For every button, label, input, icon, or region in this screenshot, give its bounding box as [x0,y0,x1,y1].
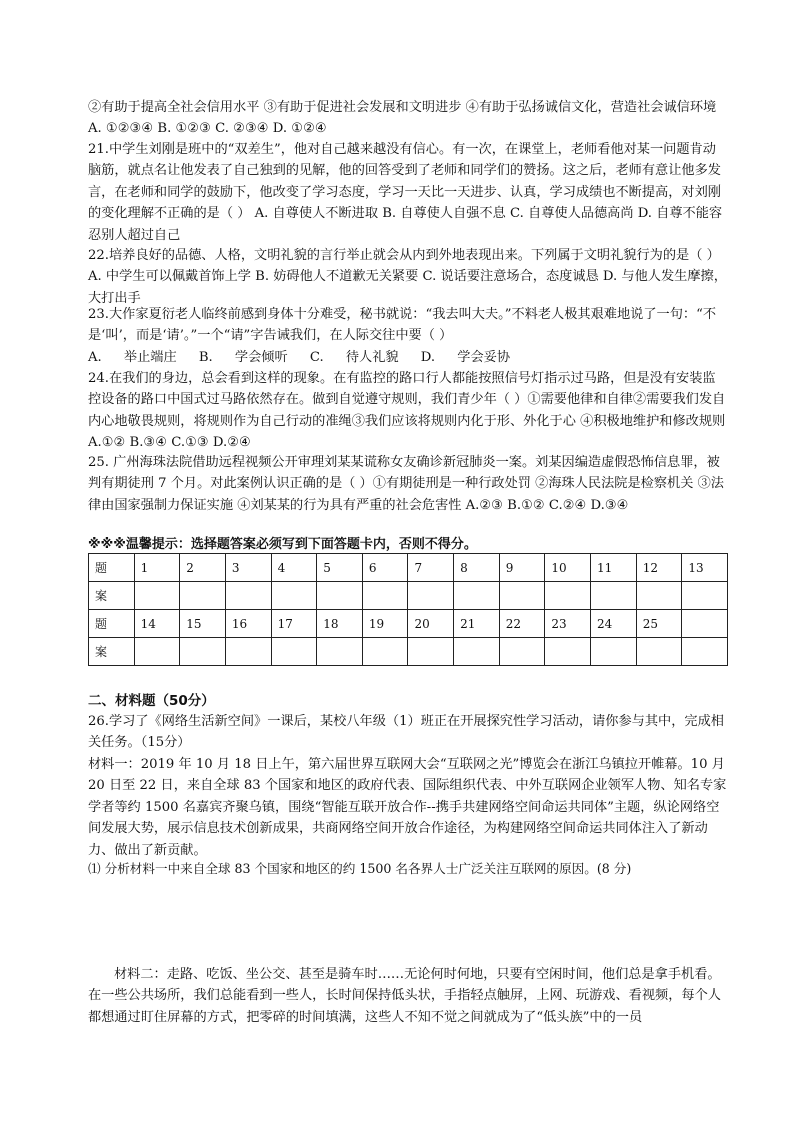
material-1: 材料一：2019 年 10 月 18 日上午，第六届世界互联网大会“互联网之光”博览会在浙江乌镇拉开帷幕。10 月 20 日至 22 日，来自全球 83 个国家和地区的政府代表、国际组织代表、中外互联网企业领军人物、知名专家学者等约 1500 名嘉宾齐聚乌镇，围绕“智能互联开放合作--携手共建网络空间命运共同体”主题，纵论网络空间发展大势，展示信息技术创新成果，共商网络空间开放合作途径，为构建网络空间命运共同体注入了新动力、做出了新贡献。 [88,757,727,858]
question-22: 22.培养良好的品德、人格，文明礼貌的言行举止就会从内到外地表现出来。下列属于文明礼貌行为的是（ ）A. 中学生可以佩戴首饰上学 B. 妨碍他人不道歉无关紧要 C. 说话要注意场合，态度诚恳 D. 与他人发生摩擦，大打出手 [88,248,727,306]
table-cell: 8 [454,554,500,582]
answer-row-1 [89,582,728,610]
answer-box[interactable] [317,582,363,610]
table-cell: 3 [225,554,271,582]
answer-row-2 [89,638,728,666]
question-26-1: ⑴ 分析材料一中来自全球 83 个国家和地区的约 1500 名各界人士广泛关注互联网的原因。(8 分) [88,861,632,876]
answer-box[interactable] [499,582,545,610]
table-cell: 19 [362,610,408,638]
answer-sheet-table [88,553,728,666]
answer-box[interactable] [317,638,363,666]
answer-box[interactable] [454,638,500,666]
table-cell: 21 [454,610,500,638]
question-21: 21.中学生刘刚是班中的“双差生”，他对自己越来越没有信心。有一次，在课堂上，老师看他对某一问题肯动脑筋，就点名让他发表了自己独到的见解，他的回答受到了老师和同学们的赞扬。这之后，老师有意让他多发言，在老师和同学的鼓励下，他改变了学习态度，学习一天比一天进步、认真，学习成绩也不断提高，对刘刚的变化理解不正确的是（ ） A. 自尊使人不断进取 B. 自尊使人自强不息 C. 自尊使人品德高尚 D. 自尊不能容忍别人超过自己 [88,142,723,243]
answer-box[interactable] [134,638,180,666]
table-cell: 9 [499,554,545,582]
answer-number-row-2 [89,610,728,638]
answer-box[interactable] [362,582,408,610]
question-24: 24.在我们的身边，总会看到这样的现象。在有监控的路口行人都能按照信号灯指示过马路，但是没有安装监控设备的路口中国式过马路依然存在。做到自觉遵守规则，我们青少年（ ）①需要他律和自律②需要我们发自内心地敬畏规则，将规则作为自己行动的准绳③我们应该将规则内化于形、外化于心 ④积极地维护和修改规则 A.①② B.③④ C.①③ D.②④ [88,371,726,451]
table-cell: 5 [317,554,363,582]
table-cell: 14 [134,610,180,638]
table-cell: 16 [225,610,271,638]
question-23: 23.大作家夏衍老人临终前感到身体十分难受，秘书就说：“我去叫大夫。”不料老人极其艰难地说了一句：“不是‘叫’，而是‘请’。”一个“请”字告诫我们，在人际交往中要（ ） [88,307,717,344]
table-cell: 11 [591,554,637,582]
section-2-title: 二、材料题（50分） [88,693,215,709]
table-cell: 23 [545,610,591,638]
table-cell: 案 [89,638,135,666]
table-cell: 1 [134,554,180,582]
answer-box[interactable] [180,582,226,610]
answer-box[interactable] [225,582,271,610]
answer-box[interactable] [591,638,637,666]
table-cell: 12 [636,554,682,582]
table-cell: 20 [408,610,454,638]
table-cell: 24 [591,610,637,638]
answer-box[interactable] [545,582,591,610]
answer-box[interactable] [271,638,317,666]
table-cell: 15 [180,610,226,638]
answer-box[interactable] [545,638,591,666]
answer-box[interactable] [180,638,226,666]
table-cell: 17 [271,610,317,638]
table-cell: 10 [545,554,591,582]
table-cell: 18 [317,610,363,638]
table-cell [682,610,728,638]
table-cell: 题 [89,554,135,582]
answer-box[interactable] [499,638,545,666]
answer-box[interactable] [636,638,682,666]
answer-box[interactable] [362,638,408,666]
table-cell: 22 [499,610,545,638]
answer-box[interactable] [134,582,180,610]
question-23-options: A. 举止端庄 B. 学会倾听 C. 待人礼貌 D. 学会妥协 [88,350,511,365]
table-cell: 4 [271,554,317,582]
question-26-intro: 26.学习了《网络生活新空间》一课后，某校八年级（1）班正在开展探究性学习活动，请你参与其中，完成相关任务。（15分） [88,714,724,751]
question-20-options: ②有助于提高全社会信用水平 ③有助于促进社会发展和文明进步 ④有助于弘扬诚信文化，营造社会诚信环境 A. ①②③④ B. ①②③ C. ②③④ D. ①②④ [88,100,717,137]
question-25: 25. 广州海珠法院借助远程视频公开审理刘某某谎称女友确诊新冠肺炎一案。刘某因编造虚假恐怖信息罪，被判有期徒刑 7 个月。对此案例认识正确的是（ ）①有期徒刑是一种行政处罚 ②海珠人民法院是检察机关 ③法律由国家强制力保证实施 ④刘某某的行为具有严重的社会危害性 A.②③ B.①② C.②④ D.③④ [88,455,724,513]
answer-box[interactable] [225,638,271,666]
answer-box[interactable] [682,638,728,666]
table-cell: 6 [362,554,408,582]
answer-number-row-1 [89,554,728,582]
answer-box[interactable] [591,582,637,610]
table-cell: 案 [89,582,135,610]
answer-box[interactable] [636,582,682,610]
table-cell: 7 [408,554,454,582]
table-cell: 2 [180,554,226,582]
answer-box[interactable] [408,582,454,610]
table-cell: 25 [636,610,682,638]
answer-box[interactable] [271,582,317,610]
table-cell: 13 [682,554,728,582]
answer-box[interactable] [682,582,728,610]
answer-box[interactable] [408,638,454,666]
answer-box[interactable] [454,582,500,610]
material-2: 材料二：走路、吃饭、坐公交、甚至是骑车时……无论何时何地，只要有空闲时间，他们总是拿手机看。在一些公共场所，我们总能看到一些人，长时间保持低头状，手指轻点触屏，上网、玩游戏、看视频，每个人都想通过盯住屏幕的方式，把零碎的时间填满，这些人不知不觉之间就成为了“低头族”中的一员 [88,967,721,1025]
table-cell: 题 [89,610,135,638]
answer-hint: ※※※温馨提示：选择题答案必须写到下面答题卡内，否则不得分。 [88,537,477,552]
